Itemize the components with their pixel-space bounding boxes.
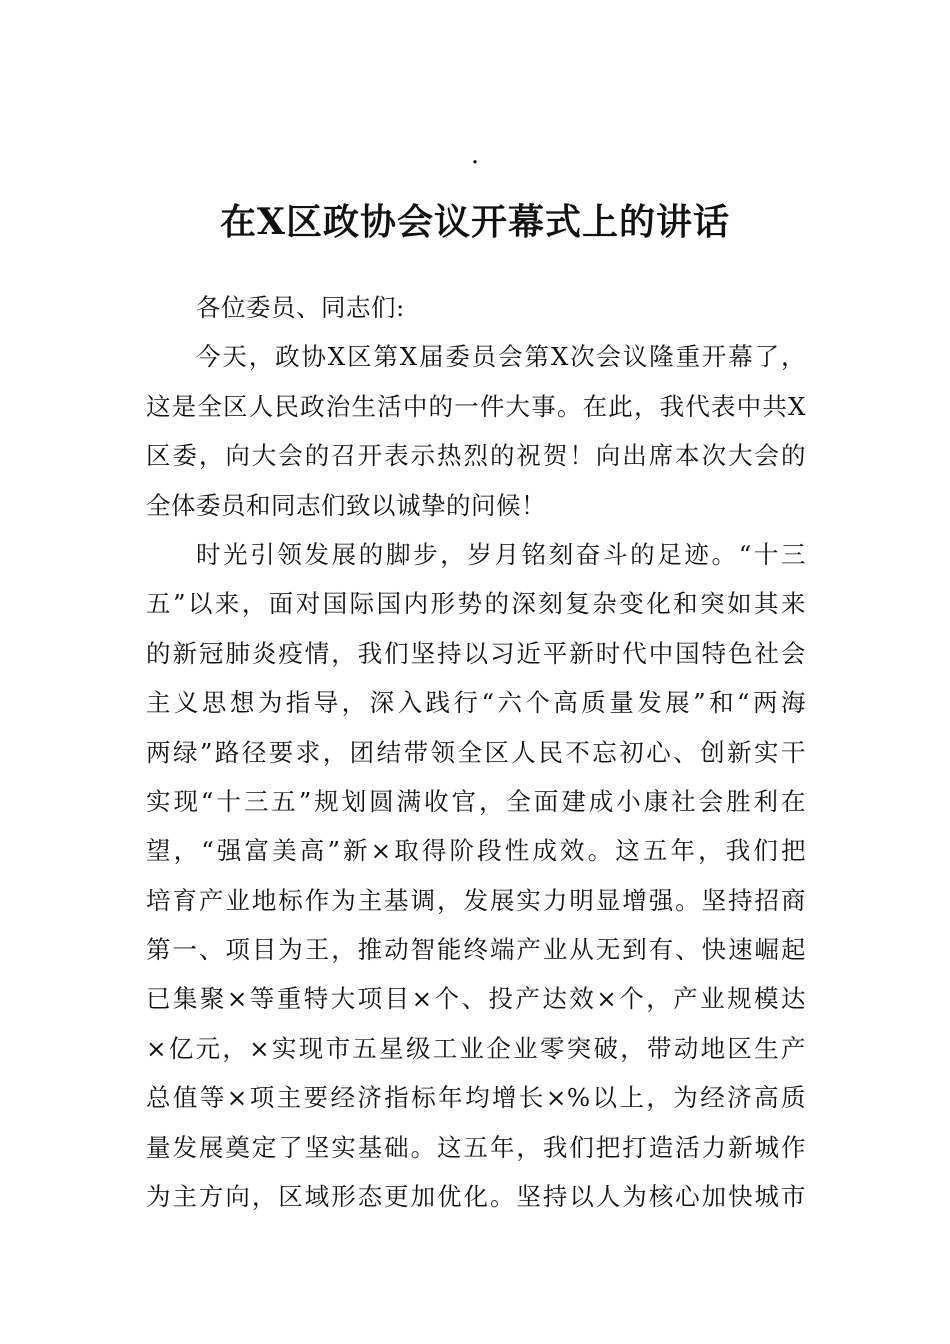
body-text-line: 培育产业地标作为主基调，发展实力明显增强。坚持招商: [146, 885, 806, 915]
body-text-line: 总值等×项主要经济指标年均增长×%以上，为经济高质: [146, 1083, 806, 1113]
body-text-line: 为主方向，区域形态更加优化。坚持以人为核心加快城市: [146, 1182, 806, 1212]
body-text-line: 各位委员、同志们:: [196, 293, 405, 322]
body-text-line: 两绿”路径要求，团结带领全区人民不忘初心、创新实干: [146, 737, 806, 767]
body-text-line: 全体委员和同志们致以诚挚的问候！: [146, 490, 546, 520]
body-text-line: 的新冠肺炎疫情，我们坚持以习近平新时代中国特色社会: [146, 638, 806, 668]
body-text-line: 主义思想为指导，深入践行“六个高质量发展”和“两海: [146, 688, 806, 718]
body-text-line: ×亿元，×实现市五星级工业企业零突破，带动地区生产: [146, 1033, 806, 1063]
body-text-line: 已集聚×等重特大项目×个、投产达效×个，产业规模达: [146, 984, 806, 1014]
body-text-line: 望，“强富美高”新×取得阶段性成效。这五年，我们把: [146, 836, 806, 866]
body-text-line: 这是全区人民政治生活中的一件大事。在此，我代表中共X: [146, 391, 806, 421]
body-text-line: 时光引领发展的脚步，岁月铭刻奋斗的足迹。“十三: [196, 539, 806, 569]
header-mark: .: [470, 140, 480, 170]
body-text-line: 区委，向大会的召开表示热烈的祝贺！向出席本次大会的: [146, 441, 806, 471]
speech-title: 在X区政协会议开幕式上的讲话: [220, 201, 730, 243]
body-text-line: 第一、项目为王，推动智能终端产业从无到有、快速崛起: [146, 935, 806, 965]
body-text-line: 量发展奠定了坚实基础。这五年，我们把打造活力新城作: [146, 1132, 806, 1162]
body-text-line: 五”以来，面对国际国内形势的深刻复杂变化和突如其来: [146, 589, 806, 619]
body-text-line: 实现“十三五”规划圆满收官，全面建成小康社会胜利在: [146, 786, 806, 816]
speech-body: [146, 283, 806, 1221]
body-text-line: 今天，政协X区第X届委员会第X次会议隆重开幕了，: [196, 342, 806, 372]
